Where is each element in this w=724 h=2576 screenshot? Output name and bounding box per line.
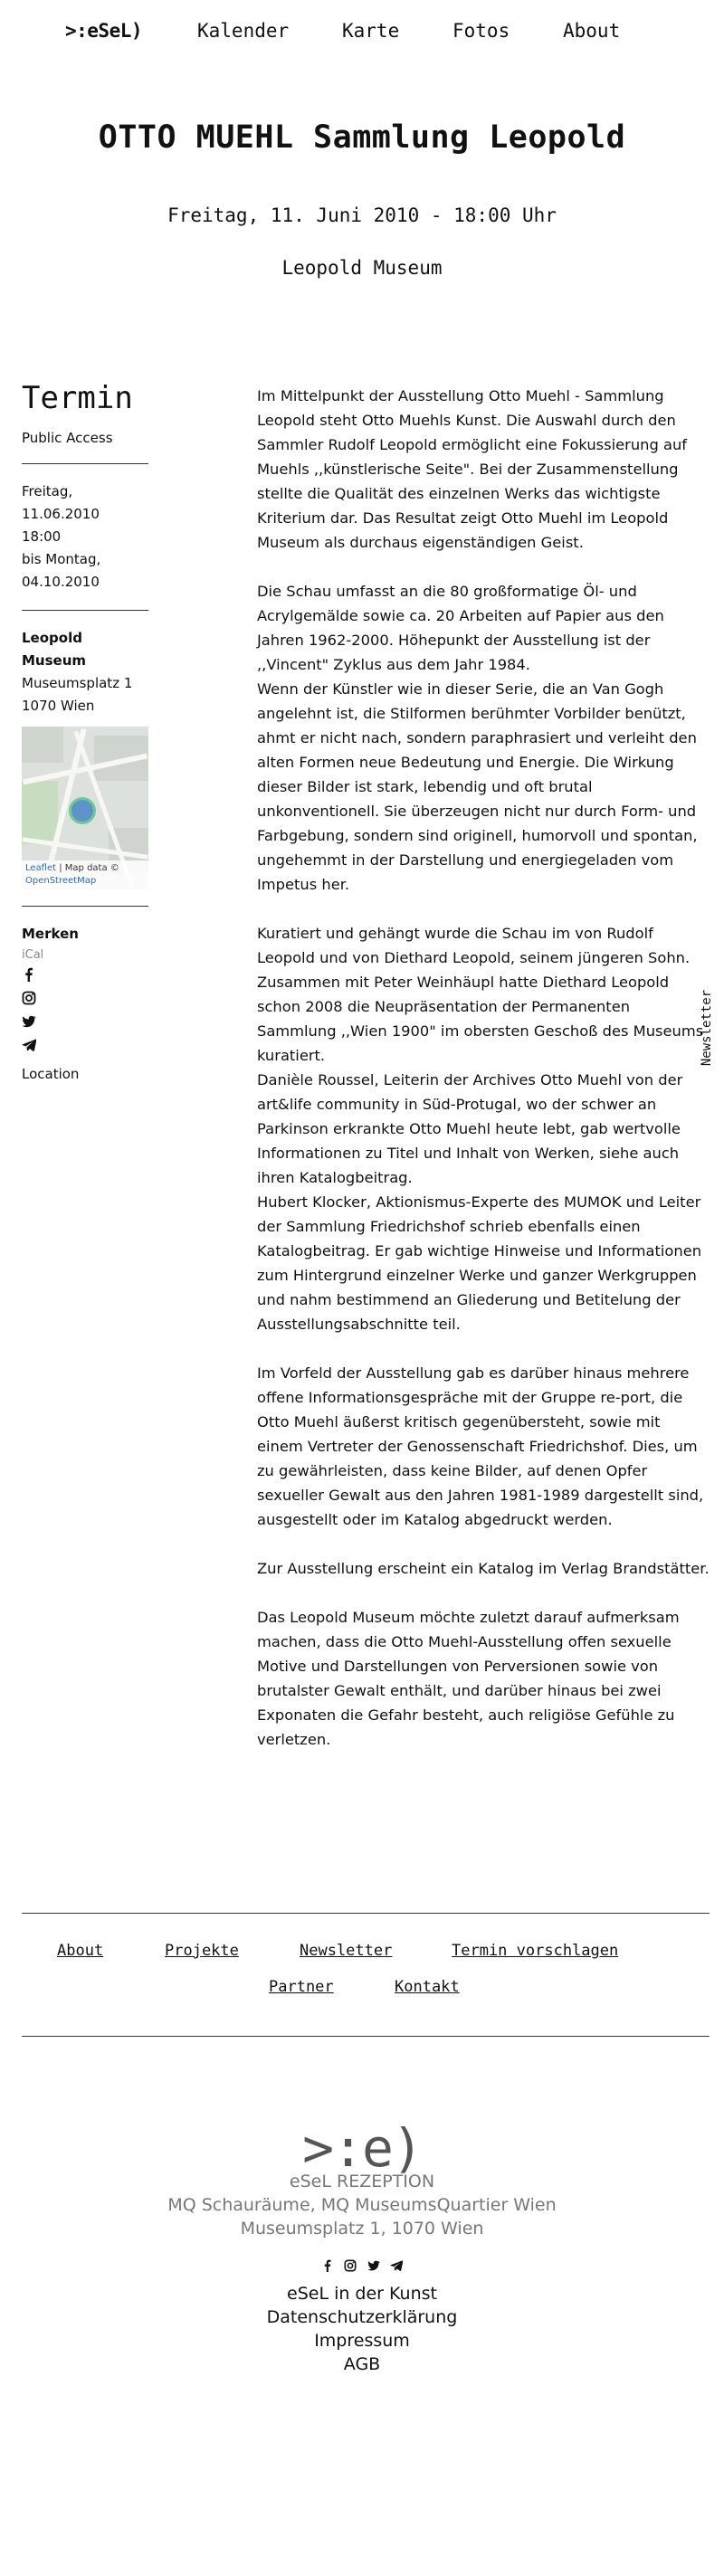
ical-link[interactable]: iCal — [22, 948, 44, 962]
paragraph-spacer — [257, 1581, 710, 1605]
map-marker-icon[interactable] — [69, 797, 96, 824]
footer-address: Museumsplatz 1, 1070 Wien — [240, 2219, 484, 2239]
nav-karte[interactable]: Karte — [342, 20, 400, 42]
footer-social-icons — [0, 2258, 724, 2276]
location-link[interactable]: Location — [22, 1066, 80, 1082]
twitter-icon — [22, 1014, 36, 1029]
site-logo[interactable]: >:eSeL) — [65, 20, 143, 42]
footer-link-datenschutz[interactable]: Datenschutzerklärung — [266, 2307, 458, 2327]
event-description — [257, 384, 710, 1752]
footer-divider — [22, 2036, 710, 2037]
map-attribution — [22, 860, 148, 889]
footer-link-kontakt[interactable]: Kontakt — [395, 1978, 460, 1996]
article-paragraph: Zur Ausstellung erscheint ein Katalog im Verlag Brandstätter. — [257, 1560, 710, 1577]
footer-link-termin-vorschlagen[interactable]: Termin vorschlagen — [452, 1942, 619, 1960]
article-paragraph: Hubert Klocker, Aktionismus-Experte des MUMOK und Leiter der Sammlung Friedrichshof schrieb ebenfalls einen Katalogbeitrag. Er gab wichtige Hinweise und Informationen zum Hintergrund einzelner Werke und ganzer Werkgruppen und nahm bestimmend an Gliederung und Betitelung der Ausstellungsabschnitte teil. — [257, 1193, 702, 1333]
venue-city: 1070 Wien — [22, 698, 95, 714]
nav-fotos[interactable]: Fotos — [452, 20, 510, 42]
facebook-icon[interactable] — [321, 2259, 334, 2272]
share-facebook[interactable] — [22, 963, 148, 986]
nav-kalender[interactable]: Kalender — [197, 20, 290, 42]
map-park — [22, 781, 58, 844]
map-block — [22, 727, 63, 763]
article-paragraph: Kuratiert und gehängt wurde die Schau im von Rudolf Leopold und von Diethard Leopold, seinem jüngeren Sohn. Zusammen mit Peter Weinhäupl hatte Diethard Leopold schon 2008 die Neupräsentation der Permanenten Sammlung ,,Wien 1900" im obersten Geschoß des Museums kuratiert. — [257, 925, 704, 1064]
footer-place: MQ Schauräume, MQ MuseumsQuartier Wien — [167, 2195, 557, 2215]
leaflet-link[interactable]: Leaflet — [25, 863, 57, 873]
share-telegram[interactable] — [22, 1033, 148, 1057]
start-time: 18:00 — [22, 528, 62, 545]
until-label: bis Montag, — [22, 551, 101, 567]
merken-heading: Merken — [22, 926, 79, 942]
footer-link-partner[interactable]: Partner — [269, 1978, 334, 1996]
footer-link-agb[interactable]: AGB — [343, 2354, 381, 2374]
article-paragraph: Wenn der Künstler wie in dieser Serie, die an Van Gogh angelehnt ist, die Stilformen berühmter Vorbilder benützt, ahmt er nicht nach, sondern paraphrasiert und verleiht den alten Formen neue Bedeutung und Energie. Die Wirkung dieser Bilder ist stark, lebendig und oft brutal unkonventionell. Sie überzeugen nicht nur durch Form- und Farbgebung, sondern sind originell, humorvoll und spontan, ungehemmt in der Darstellung und energiegeladen vom Impetus her. — [257, 680, 698, 893]
newsletter-side-tab[interactable] — [695, 988, 713, 1069]
share-instagram[interactable] — [22, 986, 148, 1010]
divider — [22, 463, 148, 464]
page-title: OTTO MUEHL Sammlung Leopold — [98, 119, 626, 156]
paragraph-spacer — [257, 555, 710, 579]
article-paragraph: Danièle Roussel, Leiterin der Archives Otto Muehl von der art&life community in Süd-Protugal, wo der schwer an Parkinson erkrankte Otto Muehl heute lebt, gab wertvolle Informationen zu Titel und Inhalt von Werken, siehe auch ihren Katalogbeitrag. — [257, 1071, 683, 1186]
start-date: Freitag, 11.06.2010 — [22, 483, 100, 522]
telegram-icon — [22, 1038, 36, 1052]
footer-logo[interactable]: >:e) — [302, 2117, 422, 2179]
end-date: 04.10.2010 — [22, 574, 100, 590]
footer-link-projekte[interactable]: Projekte — [165, 1942, 239, 1960]
paragraph-spacer — [257, 1532, 710, 1556]
footer-divider — [22, 1913, 710, 1914]
venue-street: Museumsplatz 1 — [22, 675, 133, 691]
article-paragraph: Das Leopold Museum möchte zuletzt darauf aufmerksam machen, dass die Otto Muehl-Ausstellung offen sexuelle Motive und Darstellungen von Perversionen sowie von brutalster Gewalt enthält, und darüber hinaus bei zwei Exponaten die Gefahr besteht, auch religiöse Gefühle zu verletzen. — [257, 1609, 680, 1748]
paragraph-spacer — [257, 1336, 710, 1361]
facebook-icon — [22, 967, 36, 982]
nav-about[interactable]: About — [563, 20, 621, 42]
top-navigation — [0, 0, 724, 65]
footer-link-impressum[interactable]: Impressum — [314, 2331, 410, 2351]
instagram-icon[interactable] — [344, 2259, 357, 2272]
footer-link-about[interactable]: About — [57, 1942, 104, 1960]
footer-link-esel-in-der-kunst[interactable]: eSeL in der Kunst — [287, 2284, 437, 2304]
event-date: Freitag, 11. Juni 2010 - 18:00 Uhr — [167, 204, 557, 226]
instagram-icon — [22, 991, 36, 1005]
sidebar-heading: Termin — [22, 380, 133, 416]
divider — [22, 906, 148, 907]
article-paragraph: Die Schau umfasst an die 80 großformatige Öl- und Acrylgemälde sowie ca. 20 Arbeiten auf Papier aus den Jahren 1962-2000. Höhepunkt der Ausstellung ist der ,,Vincent" Zyklus aus dem Jahr 1984. — [257, 583, 664, 673]
newsletter-side-tab-label: Newsletter — [700, 989, 714, 1067]
map-attribution-separator: | Map data © — [56, 863, 119, 873]
telegram-icon[interactable] — [390, 2259, 403, 2272]
footer-link-newsletter[interactable]: Newsletter — [300, 1942, 393, 1960]
venue-name-link[interactable]: Leopold Museum — [22, 630, 87, 669]
access-label: Public Access — [22, 430, 113, 446]
paragraph-spacer — [257, 897, 710, 921]
event-venue[interactable]: Leopold Museum — [281, 257, 443, 279]
article-paragraph: Im Vorfeld der Ausstellung gab es darüber hinaus mehrere offene Informationsgespräche mit der Gruppe re-port, die Otto Muehl äußerst kritisch gegenübersteht, sowie mit einem Vertreter der Genossenschaft Friedrichshof. Dies, um zu gewährleisten, dass keine Bilder, auf denen Opfer sexueller Gewalt aus den Jahren 1981-1989 dargestellt sind, ausgestellt oder im Katalog abgedruckt werden. — [257, 1364, 704, 1528]
share-icons — [22, 963, 148, 1057]
divider — [22, 610, 148, 611]
openstreetmap-link[interactable]: OpenStreetMap — [25, 876, 97, 886]
footer-org-name: eSeL REZEPTION — [289, 2172, 435, 2191]
share-twitter[interactable] — [22, 1010, 148, 1033]
article-paragraph: Im Mittelpunkt der Ausstellung Otto Muehl - Sammlung Leopold steht Otto Muehls Kunst. Die Auswahl durch den Sammler Rudolf Leopold ermöglicht eine Fokussierung auf Muehls ,,künstlerische Seite". Bei der Zusammenstellung stellte die Qualität des einzelnen Werks das wichtigste Kriterium dar. Das Resultat zeigt Otto Muehl im Leopold Museum als durchaus eigenständigen Geist. — [257, 387, 688, 551]
location-map[interactable] — [22, 727, 148, 889]
event-sidebar — [22, 380, 148, 1082]
twitter-icon[interactable] — [367, 2259, 380, 2272]
